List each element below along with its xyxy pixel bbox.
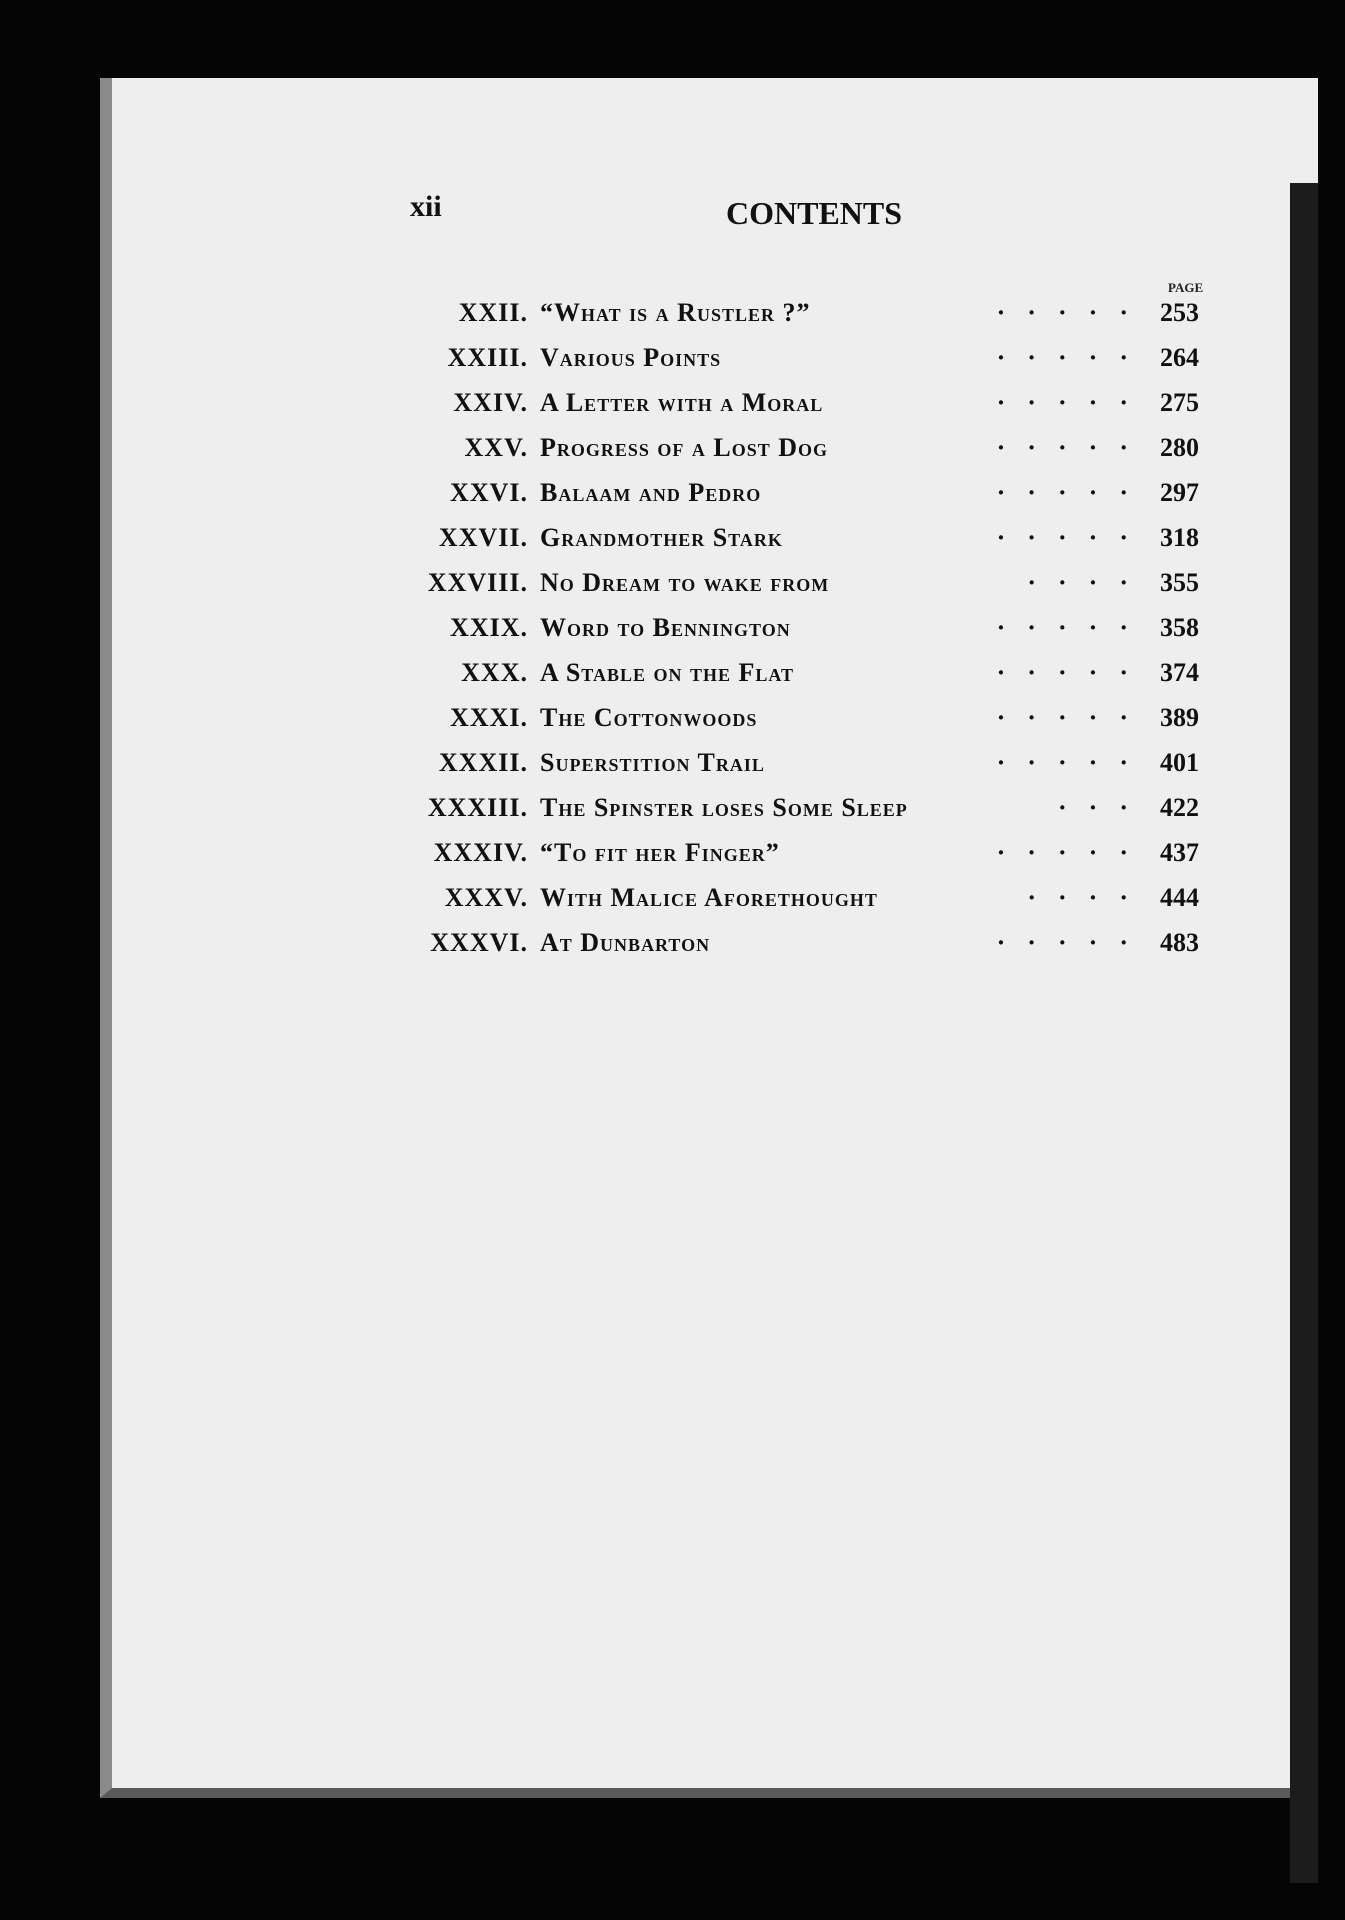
page-edge-shadow [1290, 183, 1318, 1883]
chapter-page: 264 [1160, 343, 1199, 372]
contents-list [380, 298, 1220, 973]
chapter-title: A Stable on the Flat [540, 658, 795, 687]
chapter-title: Progress of a Lost Dog [540, 433, 829, 462]
chapter-title: Grandmother Stark [540, 523, 783, 552]
contents-entry [380, 838, 1220, 883]
leader-dots: ····· [996, 433, 1150, 462]
leader-dots: ····· [996, 343, 1150, 372]
chapter-number: XXII. [458, 298, 528, 327]
chapter-title: At Dunbarton [540, 928, 711, 957]
chapter-title: “To fit her Finger” [540, 838, 780, 867]
page-column-label: PAGE [1168, 280, 1204, 295]
contents-entry [380, 343, 1220, 388]
chapter-title: The Cottonwoods [540, 703, 758, 732]
leader-dots: ····· [996, 658, 1150, 687]
page-title: CONTENTS [726, 195, 903, 231]
leader-dots: ···· [1027, 568, 1150, 597]
chapter-page: 401 [1160, 748, 1199, 777]
contents-entry [380, 703, 1220, 748]
chapter-title: The Spinster loses Some Sleep [540, 793, 908, 822]
chapter-number: XXVIII. [427, 568, 528, 597]
chapter-number: XXIX. [450, 613, 528, 642]
chapter-title: Balaam and Pedro [540, 478, 762, 507]
leader-dots: ····· [996, 298, 1150, 327]
chapter-title: A Letter with a Moral [540, 388, 824, 417]
page-number: xii [410, 190, 442, 223]
contents-entry [380, 793, 1220, 838]
chapter-title: With Malice Aforethought [540, 883, 878, 912]
chapter-number: XXIII. [447, 343, 528, 372]
leader-dots: ····· [996, 613, 1150, 642]
chapter-title: Superstition Trail [540, 748, 765, 777]
chapter-page: 444 [1160, 883, 1199, 912]
chapter-number: XXXV. [444, 883, 528, 912]
contents-entry [380, 928, 1220, 973]
chapter-number: XXVII. [438, 523, 528, 552]
leader-dots: ····· [996, 523, 1150, 552]
chapter-number: XXXII. [438, 748, 528, 777]
contents-entry [380, 613, 1220, 658]
chapter-number: XXXIV. [433, 838, 528, 867]
chapter-page: 318 [1160, 523, 1199, 552]
chapter-page: 437 [1160, 838, 1199, 867]
leader-dots: ··· [1057, 793, 1150, 822]
chapter-page: 280 [1160, 433, 1199, 462]
chapter-title: Word to Bennington [540, 613, 791, 642]
leader-dots: ····· [996, 388, 1150, 417]
chapter-page: 275 [1160, 388, 1199, 417]
chapter-number: XXXI. [450, 703, 528, 732]
contents-entry [380, 388, 1220, 433]
contents-entry [380, 748, 1220, 793]
chapter-page: 355 [1160, 568, 1199, 597]
contents-entry [380, 568, 1220, 613]
chapter-page: 297 [1160, 478, 1199, 507]
leader-dots: ····· [996, 838, 1150, 867]
chapter-title: No Dream to wake from [540, 568, 830, 597]
leader-dots: ····· [996, 703, 1150, 732]
chapter-number: XXXIII. [427, 793, 528, 822]
chapter-title: Various Points [540, 343, 722, 372]
leader-dots: ···· [1027, 883, 1150, 912]
chapter-number: XXVI. [450, 478, 528, 507]
contents-entry [380, 523, 1220, 568]
chapter-number: XXXVI. [430, 928, 528, 957]
contents-entry [380, 298, 1220, 343]
chapter-number: XXIV. [453, 388, 528, 417]
contents-entry [380, 433, 1220, 478]
chapter-number: XXX. [461, 658, 528, 687]
chapter-page: 389 [1160, 703, 1199, 732]
chapter-page: 422 [1160, 793, 1199, 822]
leader-dots: ····· [996, 478, 1150, 507]
chapter-page: 483 [1160, 928, 1199, 957]
contents-entry [380, 658, 1220, 703]
leader-dots: ····· [996, 928, 1150, 957]
chapter-page: 358 [1160, 613, 1199, 642]
contents-entry [380, 478, 1220, 523]
chapter-title: “What is a Rustler ?” [540, 298, 811, 327]
contents-entry [380, 883, 1220, 928]
chapter-page: 374 [1160, 658, 1199, 687]
chapter-number: XXV. [464, 433, 528, 462]
chapter-page: 253 [1160, 298, 1199, 327]
leader-dots: ····· [996, 748, 1150, 777]
